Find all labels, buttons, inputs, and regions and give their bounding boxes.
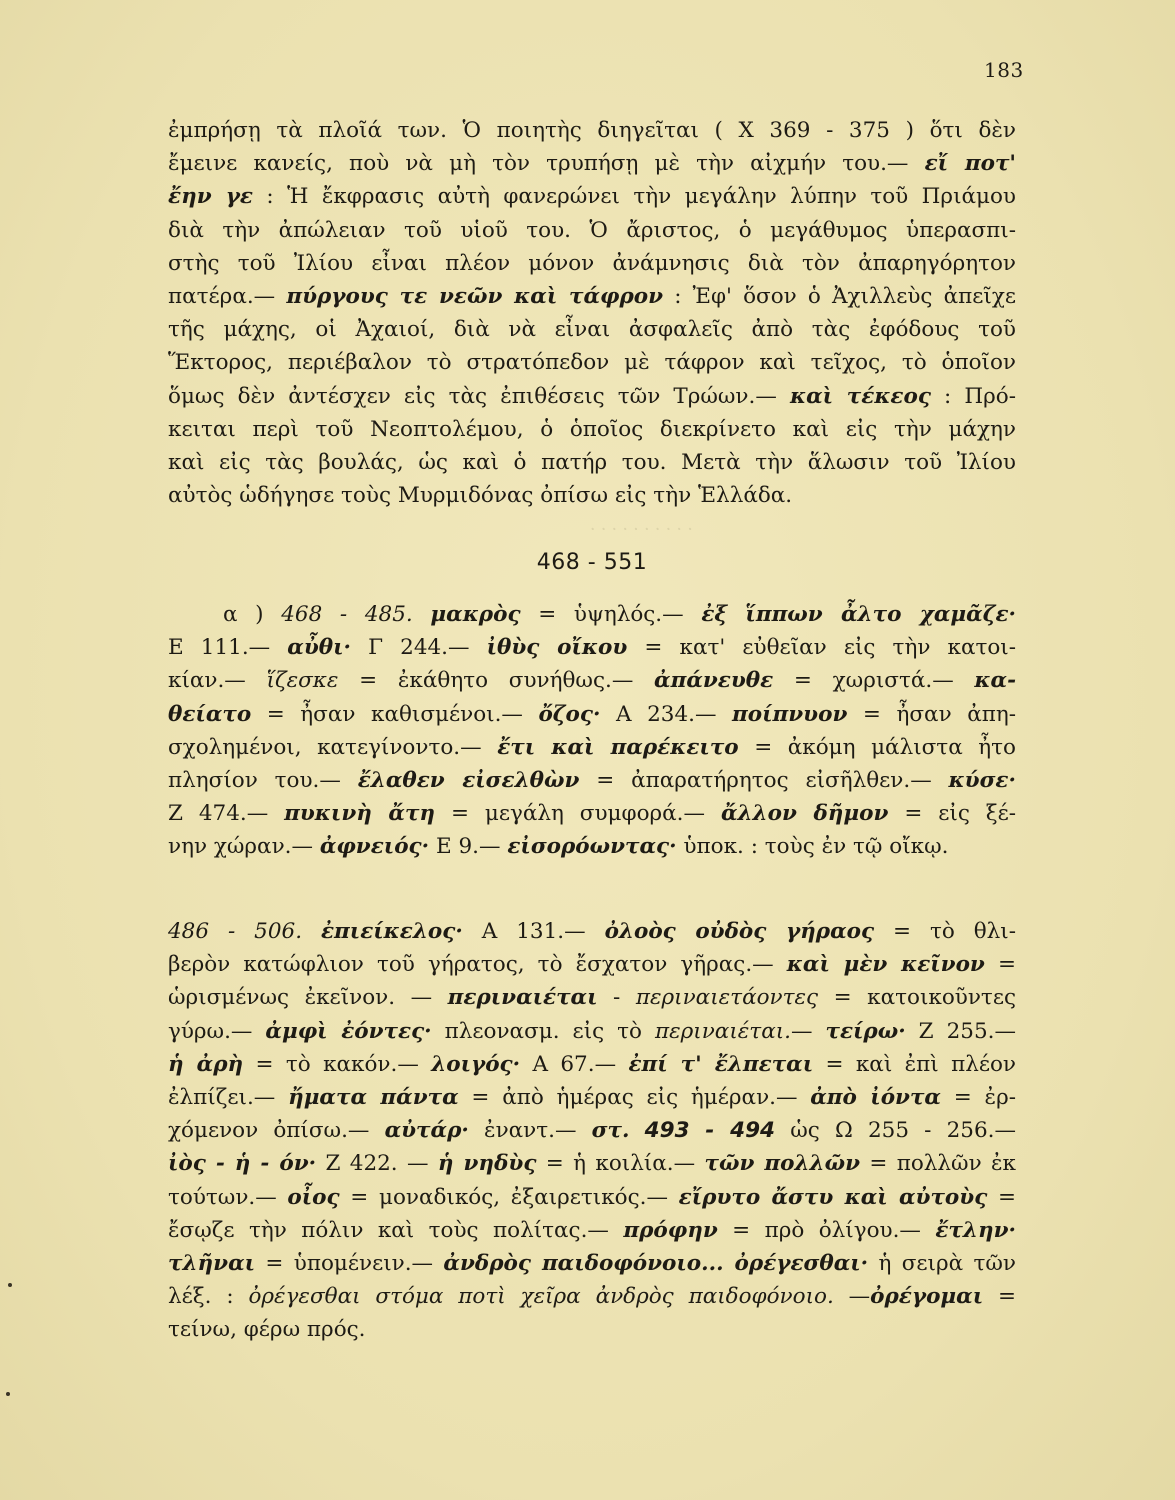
- commentary-subsection-a: [168, 598, 1016, 864]
- gloss-text: [629, 1118, 644, 1143]
- lemma-term: περιναιετάοντες: [635, 985, 819, 1011]
- gloss-text: = μεγάλη συμφορά.—: [435, 801, 721, 827]
- gloss-text: = πρὸ ὀλίγου.—: [717, 1217, 936, 1243]
- text-line: [168, 764, 1016, 797]
- lemma-term: 468 - 485.: [281, 602, 413, 627]
- gloss-text: =: [987, 1184, 1016, 1210]
- gloss-text: ἡ σειρὰ τῶν: [868, 1251, 1016, 1277]
- gloss-text: = ἦσαν καθισμένοι.—: [251, 701, 539, 727]
- gloss-text: =: [984, 952, 1016, 978]
- lemma-term: καὶ τέκεος: [789, 383, 931, 409]
- lemma-term: εἰσορόωντας·: [507, 834, 677, 860]
- gloss-text: = εἰς ξέ-: [888, 801, 1016, 827]
- gloss-text: = μοναδικός, ἐξαιρετικός.—: [339, 1184, 679, 1210]
- gloss-text: Α 234.—: [600, 701, 733, 727]
- text-line: [168, 830, 1016, 863]
- lemma-term: ἰὸς - ἡ - όν·: [168, 1151, 317, 1177]
- gloss-text: : Ἐφ' ὅσον ὁ Ἀχιλλεὺς ἀπεῖχε: [663, 284, 1016, 310]
- gloss-text: = ἀκόμη μάλιστα ἦτο: [738, 734, 1016, 760]
- text-line: [168, 147, 1016, 180]
- lemma-term: 486 - 506.: [168, 919, 303, 944]
- gloss-text: κίαν.—: [168, 668, 267, 694]
- text-line: [168, 1247, 1016, 1280]
- text-line: [168, 948, 1016, 981]
- gloss-text: ἔμεινε κανείς, ποὺ νὰ μὴ τὸν τρυπήσῃ μὲ τὴν αἰχμήν του.—: [168, 151, 925, 177]
- text-line: [168, 1313, 1016, 1346]
- gloss-text: Ζ 255.—: [905, 1018, 1016, 1044]
- lemma-term: ἔτλην·: [935, 1217, 1016, 1243]
- text-line: [168, 731, 1016, 764]
- text-line: [168, 280, 1016, 313]
- text-line: [168, 114, 1016, 147]
- lemma-term: ἄλλον δῆμον: [720, 801, 889, 827]
- gloss-text: βερὸν κατώφλιον τοῦ γήρατος, τὸ ἔσχατον γῆρας.—: [168, 952, 787, 978]
- lemma-term: ἔλαθεν εἰσελθὼν: [357, 768, 580, 794]
- gloss-text: = πολλῶν ἐκ: [859, 1151, 1016, 1177]
- gloss-text: [302, 919, 321, 944]
- lemma-term: τῶν πολλῶν: [704, 1151, 860, 1177]
- lemma-term: 493 - 494: [644, 1118, 776, 1144]
- gloss-text: αὐτὸς ὡδήγησε τοὺς Μυρμιδόνας ὀπίσω εἰς τὴν Ἑλλάδα.: [168, 483, 793, 509]
- lemma-term: εἴρυτο ἄστυ καὶ αὐτοὺς: [678, 1184, 988, 1210]
- gloss-text: Ζ 422. —: [316, 1151, 438, 1177]
- lemma-term: ἐπιείκελος·: [320, 919, 463, 944]
- lemma-term: θείατο: [168, 701, 252, 727]
- gloss-text: ὑποκ. : τοὺς ἐν τῷ οἴκῳ.: [676, 834, 949, 860]
- gloss-text: -: [597, 985, 636, 1011]
- gloss-text: —: [833, 1284, 871, 1310]
- gloss-text: χόμενον ὀπίσω.—: [168, 1118, 385, 1144]
- text-line: [168, 981, 1016, 1014]
- commentary-intro: [168, 114, 1016, 512]
- gloss-text: = τὸ θλι-: [874, 919, 1016, 944]
- gloss-text: = ἐκάθητο συνήθως.—: [338, 668, 655, 694]
- gloss-text: διὰ τὴν ἀπώλειαν τοῦ υἱοῦ του. Ὁ ἄριστος, ὁ μεγάθυμος ὑπερασπι-: [168, 217, 1016, 243]
- lemma-term: αὐτάρ·: [384, 1118, 469, 1144]
- text-line: [168, 446, 1016, 479]
- text-line: [168, 346, 1016, 379]
- gloss-text: : Πρό-: [930, 383, 1016, 409]
- lemma-term: ἀμφὶ ἐόντες·: [265, 1018, 432, 1044]
- gloss-text: στὴς τοῦ Ἰλίου εἶναι πλέον μόνον ἀνάμνησις διὰ τὸν ἀπαρηγόρητον: [168, 250, 1016, 276]
- text-line: [168, 1015, 1016, 1048]
- text-line: [168, 380, 1016, 413]
- gloss-text: α ): [223, 602, 282, 627]
- gloss-text: = κατ' εὐθεῖαν εἰς τὴν κατοι-: [627, 635, 1016, 661]
- gloss-text: ὡρισμένως ἐκεῖνον. —: [168, 985, 448, 1011]
- gloss-text: ἐλπίζει.—: [168, 1085, 289, 1111]
- gloss-text: τῆς μάχης, οἱ Ἀχαιοί, διὰ νὰ εἶναι ἀσφαλεῖς ἀπὸ τὰς ἐφόδους τοῦ: [168, 317, 1016, 343]
- lemma-term: ἀφνειός·: [319, 834, 430, 860]
- text-line: [168, 1214, 1016, 1247]
- lemma-term: ἀνδρὸς παιδοφόνοιο... ὀρέγεσθαι·: [443, 1251, 869, 1277]
- lemma-term: ὀρέγομαι: [870, 1284, 984, 1310]
- gloss-text: νην χώραν.—: [168, 834, 320, 860]
- lemma-term: κύσε·: [948, 768, 1016, 794]
- lemma-term: περιναιέται.: [655, 1018, 791, 1044]
- lemma-term: ὄζος·: [538, 701, 601, 727]
- lemma-term: ἔην γε: [168, 184, 253, 210]
- gloss-text: πλησίον του.—: [168, 768, 358, 794]
- gloss-text: = ὑψηλός.—: [520, 602, 702, 627]
- lemma-term: ἀπάνευθε: [654, 668, 774, 694]
- gloss-text: τούτων.—: [168, 1184, 288, 1210]
- text-line: [168, 413, 1016, 446]
- text-line: [168, 1147, 1016, 1180]
- text-line: [168, 698, 1016, 731]
- lemma-term: τλῆναι: [168, 1251, 256, 1277]
- gloss-text: = χωριστά.—: [773, 668, 975, 694]
- gloss-text: =: [983, 1284, 1016, 1310]
- gloss-text: σχολημένοι, κατεγίνοντο.—: [168, 734, 498, 760]
- gloss-text: πατέρα.—: [168, 284, 287, 310]
- commentary-subsection-b: [168, 915, 1016, 1347]
- text-line: [168, 1181, 1016, 1214]
- lemma-term: περιναιέται: [447, 985, 598, 1011]
- lemma-term: στ.: [591, 1118, 630, 1144]
- lemma-term: ὀρέγεσθαι στόμα ποτὶ χεῖρα ἀνδρὸς παιδοφόνοιο.: [248, 1284, 834, 1310]
- lemma-term: τείρω·: [825, 1018, 906, 1044]
- gloss-text: Α 67.—: [520, 1051, 629, 1077]
- gloss-text: = καὶ ἐπὶ πλέον: [813, 1051, 1016, 1077]
- margin-speck: [6, 1392, 10, 1396]
- text-line: [168, 1081, 1016, 1114]
- gloss-text: Γ 244.—: [351, 635, 487, 661]
- lemma-term: ἰθὺς οἴκου: [486, 635, 628, 661]
- lemma-term: ἐξ ἵππων ἆλτο χαμᾶζε·: [701, 602, 1016, 627]
- lemma-term: ἤματα πάντα: [288, 1085, 459, 1111]
- text-line: [168, 1114, 1016, 1147]
- lemma-term: ἡ ἀρὴ: [168, 1051, 244, 1077]
- lemma-term: λοιγός·: [431, 1051, 521, 1077]
- gloss-text: Ε 9.—: [429, 834, 508, 860]
- gloss-text: τείνω, φέρω πρός.: [168, 1317, 366, 1343]
- lemma-term: καὶ μὲν κεῖνον: [786, 952, 985, 978]
- gloss-text: πλεονασμ. εἰς τὸ: [431, 1018, 655, 1044]
- page-number: 183: [984, 58, 1024, 82]
- text-line: [168, 664, 1016, 697]
- gloss-text: Ἕκτορος, περιέβαλον τὸ στρατόπεδον μὲ τάφρον καὶ τεῖχος, τὸ ὁποῖον: [168, 350, 1016, 376]
- gloss-text: ἔσῳζε τὴν πόλιν καὶ τοὺς πολίτας.—: [168, 1217, 624, 1243]
- gloss-text: ἐναντ.—: [468, 1118, 592, 1144]
- text-line: [168, 915, 1016, 948]
- text-line: [168, 180, 1016, 213]
- gloss-text: = ἀπὸ ἡμέρας εἰς ἡμέραν.—: [458, 1085, 811, 1111]
- lemma-term: μακρὸς: [430, 602, 521, 627]
- gloss-text: = ἡ κοιλία.—: [536, 1151, 705, 1177]
- gloss-text: λέξ. :: [168, 1284, 249, 1310]
- gloss-text: [413, 602, 431, 627]
- lemma-term: ἔτι καὶ παρέκειτο: [497, 734, 739, 760]
- text-line: [168, 631, 1016, 664]
- gloss-text: = τὸ κακόν.—: [243, 1051, 432, 1077]
- gloss-text: Ζ 474.—: [168, 801, 285, 827]
- gloss-text: : Ἡ ἔκφρασις αὐτὴ φανερώνει τὴν μεγάλην λύπην τοῦ Πριάμου: [252, 184, 1016, 210]
- lemma-term: ὀλοὸς οὐδὸς γήραος: [604, 919, 875, 944]
- text-line: [168, 598, 1016, 631]
- gloss-text: Ε 111.—: [168, 635, 288, 661]
- lemma-term: ποίπνυον: [732, 701, 848, 727]
- lemma-term: πρόφην: [623, 1217, 718, 1243]
- gloss-text: κειται περὶ τοῦ Νεοπτολέμου, ὁ ὁποῖος διεκρίνετο καὶ εἰς τὴν μάχην: [168, 416, 1016, 442]
- lemma-term: ἡ νηδὺς: [437, 1151, 537, 1177]
- gloss-text: = κατοικοῦντες: [818, 985, 1016, 1011]
- text-line: [168, 313, 1016, 346]
- gloss-text: = ἀπαρατήρητος εἰσῆλθεν.—: [579, 768, 949, 794]
- text-line: [168, 214, 1016, 247]
- bleed-through-1: · · · · · · · · · ·: [590, 520, 693, 540]
- gloss-text: = ἐρ-: [940, 1085, 1016, 1111]
- text-line: [168, 1048, 1016, 1081]
- text-line: [168, 479, 1016, 512]
- gloss-text: = ὑπομένειν.—: [255, 1251, 444, 1277]
- lemma-term: ἐπί τ' ἔλπεται: [628, 1051, 814, 1077]
- lemma-term: κα-: [974, 668, 1016, 694]
- gloss-text: ὅμως δὲν ἀντέσχεν εἰς τὰς ἐπιθέσεις τῶν Τρώων.—: [168, 383, 790, 409]
- lemma-term: ἵζεσκε: [266, 668, 339, 694]
- gloss-text: —: [790, 1018, 826, 1044]
- gloss-text: ὡς Ω 255 - 256.—: [775, 1118, 1016, 1144]
- text-line: [168, 247, 1016, 280]
- gloss-text: Α 131.—: [462, 919, 605, 944]
- gloss-text: ἐμπρήσῃ τὰ πλοῖά των. Ὁ ποιητὴς διηγεῖται ( Χ 369 - 375 ) ὅτι δὲν: [168, 118, 1016, 143]
- text-line: [168, 1280, 1016, 1313]
- section-heading: 468 - 551: [536, 550, 648, 575]
- lemma-term: ἀπὸ ἰόντα: [810, 1085, 941, 1111]
- margin-speck: [8, 1283, 12, 1287]
- lemma-term: πυκινὴ ἄτη: [284, 801, 436, 827]
- text-line: [168, 797, 1016, 830]
- gloss-text: = ἦσαν ἀπη-: [847, 701, 1016, 727]
- lemma-term: αὖθι·: [287, 635, 351, 661]
- lemma-term: πύργους τε νεῶν καὶ τάφρον: [286, 284, 664, 310]
- lemma-term: εἴ ποτ': [924, 151, 1016, 177]
- gloss-text: γύρω.—: [168, 1018, 266, 1044]
- gloss-text: καὶ εἰς τὰς βουλάς, ὡς καὶ ὁ πατήρ του. Μετὰ τὴν ἅλωσιν τοῦ Ἰλίου: [168, 450, 1016, 476]
- lemma-term: οἶος: [287, 1184, 340, 1210]
